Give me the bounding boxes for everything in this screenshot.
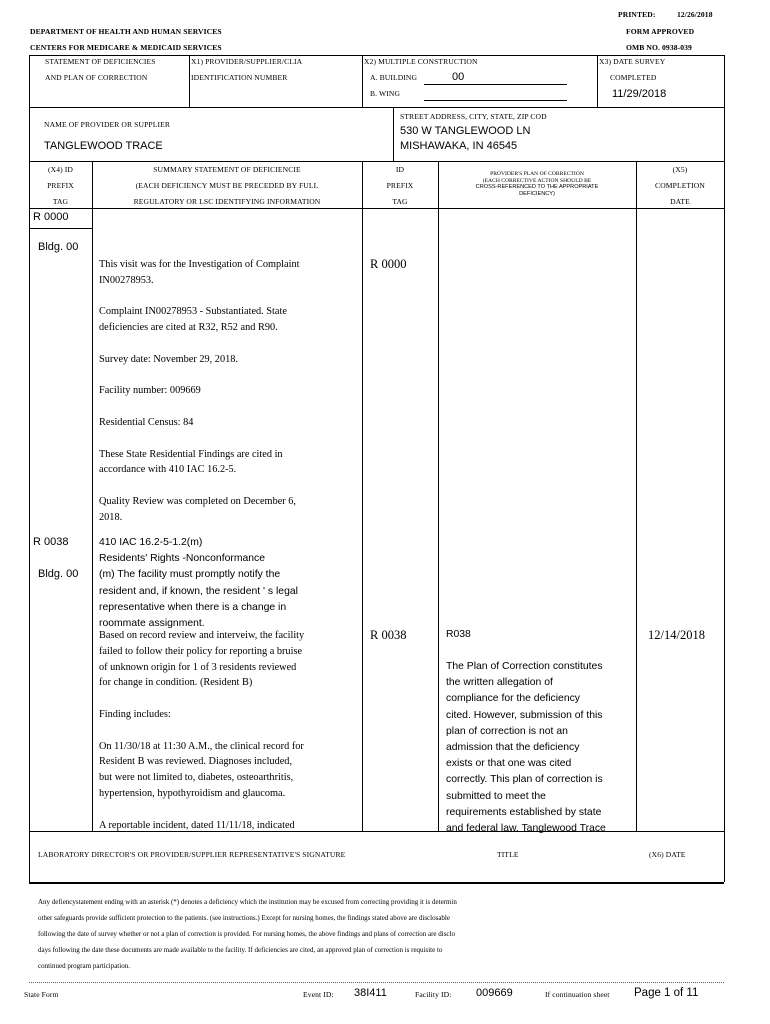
r0038-regulation: 410 IAC 16.2-5-1.2(m) Residents' Rights -Nonconformance (m) The facility must promptly notify the resident and, if known, the resident ' s legal representative when there is a change in roommate assignment. bbox=[99, 537, 298, 630]
plan-header-4: DEFICIENCY) bbox=[519, 191, 555, 198]
title-label: TITLE bbox=[497, 850, 519, 859]
form-approved: FORM APPROVED bbox=[626, 27, 695, 36]
rule bbox=[29, 208, 724, 209]
provider-id-label: X1) PROVIDER/SUPPLIER/CLIA bbox=[191, 57, 303, 66]
x4-tag-header: TAG bbox=[52, 197, 69, 206]
printed-date: 12/26/2018 bbox=[677, 10, 713, 19]
id-header: ID bbox=[395, 165, 405, 174]
date-survey-value: 11/29/2018 bbox=[612, 88, 667, 100]
multiple-construction-label: X2) MULTIPLE CONSTRUCTION bbox=[364, 57, 478, 66]
date-header: DATE bbox=[670, 197, 690, 206]
r0038-plan-tag: R038 bbox=[446, 629, 471, 640]
building-underline bbox=[424, 84, 567, 85]
r0000-id-tag: R 0000 bbox=[370, 257, 407, 271]
rule bbox=[29, 831, 724, 832]
statement-label-2: AND PLAN OF CORRECTION bbox=[45, 73, 148, 82]
facility-id-label: Facility ID: bbox=[415, 990, 452, 999]
disclaimer-line: other safeguards provide sufficient protection to the patients. (see instructions.) Except for nursing homes, the findings stated above are disclosable bbox=[38, 914, 450, 922]
date-survey-label-2: COMPLETED bbox=[610, 73, 657, 82]
rule bbox=[29, 55, 30, 882]
r0038-plan-text: The Plan of Correction constitutes the written allegation of compliance for the deficiency cited. However, submission of this plan of correction is not an admission that the deficiency exists or that one was cited correctly. This plan of correction is submitted to meet the requirements established by state and federal law. Tanglewood Trace bbox=[446, 661, 606, 835]
provider-name-label: NAME OF PROVIDER OR SUPPLIER bbox=[44, 120, 171, 129]
rule bbox=[597, 55, 598, 107]
disclaimer-line: days following the date these documents are made available to the facility. If deficiencies are cited, an approved plan of correction is requisite to bbox=[38, 946, 443, 954]
summary-header: SUMMARY STATEMENT OF DEFICIENCIE bbox=[153, 165, 301, 174]
address-line-1: 530 W TANGLEWOOD LN bbox=[400, 125, 531, 137]
rule bbox=[29, 882, 724, 884]
printed-label: PRINTED: bbox=[618, 10, 656, 19]
address-label: STREET ADDRESS, CITY, STATE, ZIP COD bbox=[400, 112, 547, 121]
signature-label: LABORATORY DIRECTOR'S OR PROVIDER/SUPPLIER REPRESENTATIVE'S SIGNATURE bbox=[38, 850, 346, 859]
rule bbox=[29, 161, 724, 162]
plan-header bbox=[438, 171, 636, 198]
event-id-label: Event ID: bbox=[303, 990, 334, 999]
rule bbox=[189, 55, 190, 107]
disclaimer-line: continued program participation. bbox=[38, 962, 130, 970]
page-number: Page 1 of 11 bbox=[634, 987, 699, 999]
rule bbox=[29, 55, 724, 56]
building-label: A. BUILDING bbox=[370, 73, 418, 82]
disclaimer bbox=[38, 894, 728, 974]
rule bbox=[636, 161, 637, 831]
wing-underline bbox=[424, 100, 567, 101]
r0038-building: Bldg. 00 bbox=[38, 568, 79, 580]
rule bbox=[29, 228, 92, 229]
address-line-2: MISHAWAKA, IN 46545 bbox=[400, 140, 518, 152]
building-value: 00 bbox=[452, 71, 465, 83]
rule bbox=[724, 55, 725, 882]
r0000-building: Bldg. 00 bbox=[38, 241, 79, 253]
date-survey-label: X3) DATE SURVEY bbox=[599, 57, 666, 66]
id-prefix-header: PREFIX bbox=[386, 181, 414, 190]
x4-prefix-header: PREFIX bbox=[47, 181, 74, 190]
wing-label: B. WING bbox=[370, 89, 401, 98]
x5-header: (X5) bbox=[672, 165, 688, 174]
provider-id-label-2: IDENTIFICATION NUMBER bbox=[191, 73, 288, 82]
omb-number: OMB NO. 0938-039 bbox=[626, 43, 692, 52]
plan-header-3: CROSS-REFERENCED TO THE APPROPRIATE bbox=[475, 184, 599, 191]
department-name: DEPARTMENT OF HEALTH AND HUMAN SERVICES bbox=[30, 27, 222, 36]
r0038-completion-date: 12/14/2018 bbox=[648, 628, 705, 642]
plan-header-2: (EACH CORRECTIVE ACTION SHOULD BE bbox=[482, 177, 592, 184]
r0000-summary: This visit was for the Investigation of Complaint IN00278953. Complaint IN00278953 - Substantiated. State deficiencies are cited at R32, R52 and R90. Survey date: November 29, 2018. Facility number: 009669 Residential Census: 84 These State Residential Findings are cited in accordance with 410 IAC 16.2-5. Quality Review was completed on December 6, 2018. bbox=[99, 259, 300, 523]
centers-name: CENTERS FOR MEDICARE & MEDICAID SERVICES bbox=[30, 43, 222, 52]
statement-label: STATEMENT OF DEFICIENCIES bbox=[45, 57, 156, 66]
rule bbox=[362, 55, 363, 107]
signature-date-label: (X6) DATE bbox=[649, 850, 686, 859]
disclaimer-line: following the date of survey whether or not a plan of correction is provided. For nursing homes, the above findings and plans of correction are disclo bbox=[38, 930, 455, 938]
rule bbox=[29, 982, 724, 983]
facility-id-value: 009669 bbox=[476, 987, 513, 999]
provider-name-value: TANGLEWOOD TRACE bbox=[44, 140, 163, 152]
r0000-tag: R 0000 bbox=[33, 211, 69, 223]
state-form-label: State Form bbox=[24, 990, 59, 999]
rule bbox=[438, 161, 439, 831]
x4-id-header: (X4) ID bbox=[48, 165, 73, 174]
r0038-summary: Based on record review and interveiw, the facility failed to follow their policy for reporting a bruise of unknown origin for 1 of 3 residents reviewed for change in condition. (Resident B) Finding includes: On 11/30/18 at 11:30 A.M., the clinical record for Resident B was reviewed. Diagnoses included, but were not limited to, diabetes, osteoarthritis, hypertension, hypothyroidism and glaucoma. A reportable incident, dated 11/11/18, indicated bbox=[99, 630, 305, 831]
id-tag-header: TAG bbox=[392, 197, 408, 206]
event-id-value: 38I411 bbox=[354, 987, 387, 999]
summary-header-3: REGULATORY OR LSC IDENTIFYING INFORMATION bbox=[133, 197, 321, 206]
rule bbox=[362, 161, 363, 831]
continuation-label: If continuation sheet bbox=[545, 990, 610, 999]
r0038-tag: R 0038 bbox=[33, 536, 69, 548]
summary-header-2: (EACH DEFICIENCY MUST BE PRECEDED BY FULL bbox=[135, 181, 319, 190]
completion-header: COMPLETION bbox=[655, 181, 705, 190]
r0038-id-tag: R 0038 bbox=[370, 628, 407, 642]
rule bbox=[92, 161, 93, 831]
rule bbox=[29, 107, 724, 108]
rule bbox=[393, 107, 394, 161]
disclaimer-line: Any defiencystatement ending with an asterisk (*) denotes a deficiency which the institution may be excused from correcting providing it is determin bbox=[38, 898, 457, 906]
plan-header-1: PROVIDER'S PLAN OF CORRECTION bbox=[490, 171, 584, 177]
